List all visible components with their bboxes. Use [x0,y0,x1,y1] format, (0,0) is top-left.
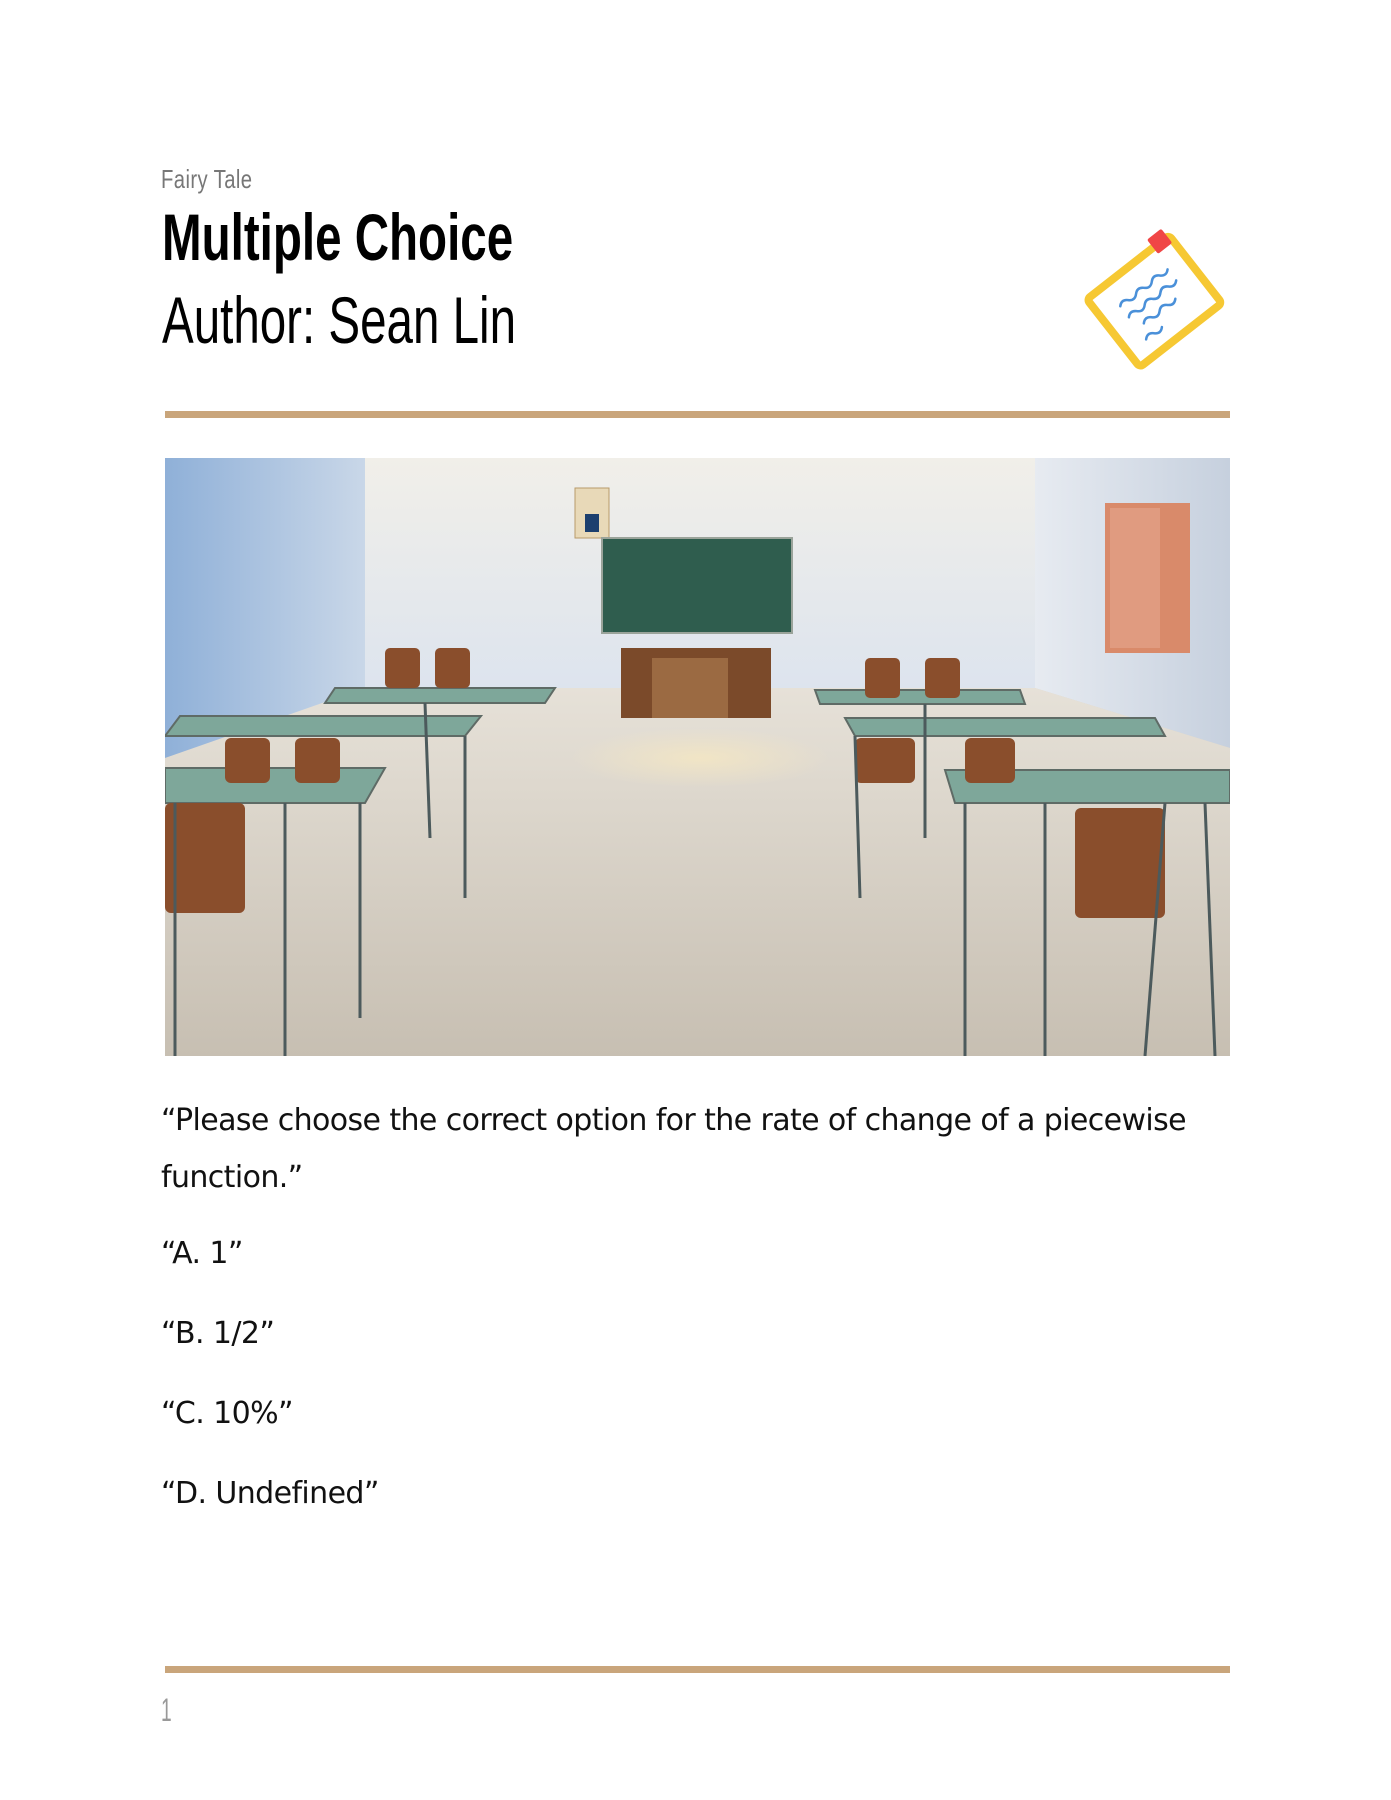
page-title: Multiple Choice [162,200,514,274]
option-c: “C. 10%” [161,1396,293,1431]
category-label: Fairy Tale [161,164,253,194]
page-number: 1 [161,1692,172,1728]
option-d: “D. Undefined” [161,1476,379,1511]
header-divider [165,411,1230,418]
option-b: “B. 1/2” [161,1316,275,1351]
question-text: “Please choose the correct option for the rate of change of a piecewise function.” [161,1103,1187,1195]
classroom-photo [165,458,1230,1056]
clipboard-notes-icon [1075,222,1235,382]
footer-divider [165,1666,1230,1673]
option-a: “A. 1” [161,1236,243,1271]
author-line: Author: Sean Lin [162,283,517,357]
